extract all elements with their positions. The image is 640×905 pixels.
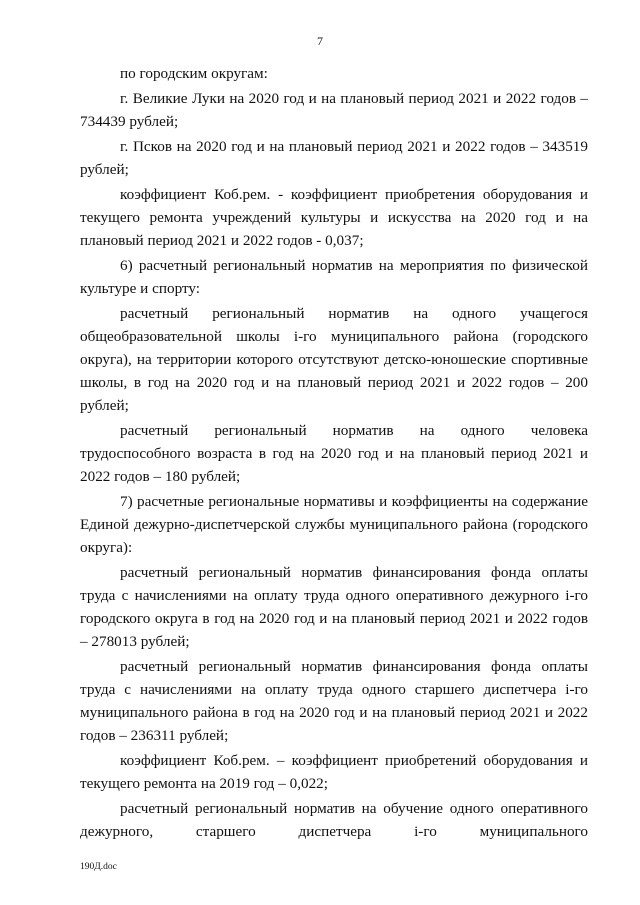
file-name-footer: 190Д.doc (80, 862, 117, 872)
paragraph: по городским округам: (120, 65, 268, 82)
paragraph: расчетный региональный норматив финансирования фонда оплаты труда с начислениями на оплату труда одного оперативного дежурного i-го городского округа в год на 2020 год и на плановый период 2021 и 2022 годов – 278013 рублей; (80, 564, 588, 650)
page-number: 7 (317, 34, 323, 48)
paragraph: расчетный региональный норматив на одного учащегося общеобразовательной школы i-го муниципального района (городского округа), на территории которого отсутствуют детско-юношеские спортивные школы, в год на 2020 год и на плановый период 2021 и 2022 годов – 200 рублей; (80, 305, 588, 414)
paragraph: г. Псков на 2020 год и на плановый период 2021 и 2022 годов – 343519 рублей; (80, 138, 588, 178)
paragraph: коэффициент Коб.рем. - коэффициент приобретения оборудования и текущего ремонта учреждений культуры и искусства на 2020 год и на плановый период 2021 и 2022 годов - 0,037; (80, 186, 588, 249)
paragraph: 7) расчетные региональные нормативы и коэффициенты на содержание Единой дежурно-диспетчерской службы муниципального района (городского округа): (80, 493, 588, 556)
paragraph: расчетный региональный норматив на одного человека трудоспособного возраста в год на 2020 год и на плановый период 2021 и 2022 годов – 180 рублей; (80, 422, 588, 485)
paragraph: 6) расчетный региональный норматив на мероприятия по физической культуре и спорту: (80, 257, 588, 297)
paragraph: расчетный региональный норматив финансирования фонда оплаты труда с начислениями на оплату труда одного старшего диспетчера i-го муниципального района в год на 2020 год и на плановый период 2021 и 2022 годов – 236311 рублей; (80, 658, 588, 744)
paragraph: расчетный региональный норматив на обучение одного оперативного дежурного, старшего диспетчера i-го муниципального (80, 800, 588, 840)
paragraph: г. Великие Луки на 2020 год и на плановый период 2021 и 2022 годов –734439 рублей; (80, 90, 588, 130)
paragraph: коэффициент Коб.рем. – коэффициент приобретений оборудования и текущего ремонта на 2019 год – 0,022; (80, 752, 588, 792)
document-body (80, 62, 588, 845)
